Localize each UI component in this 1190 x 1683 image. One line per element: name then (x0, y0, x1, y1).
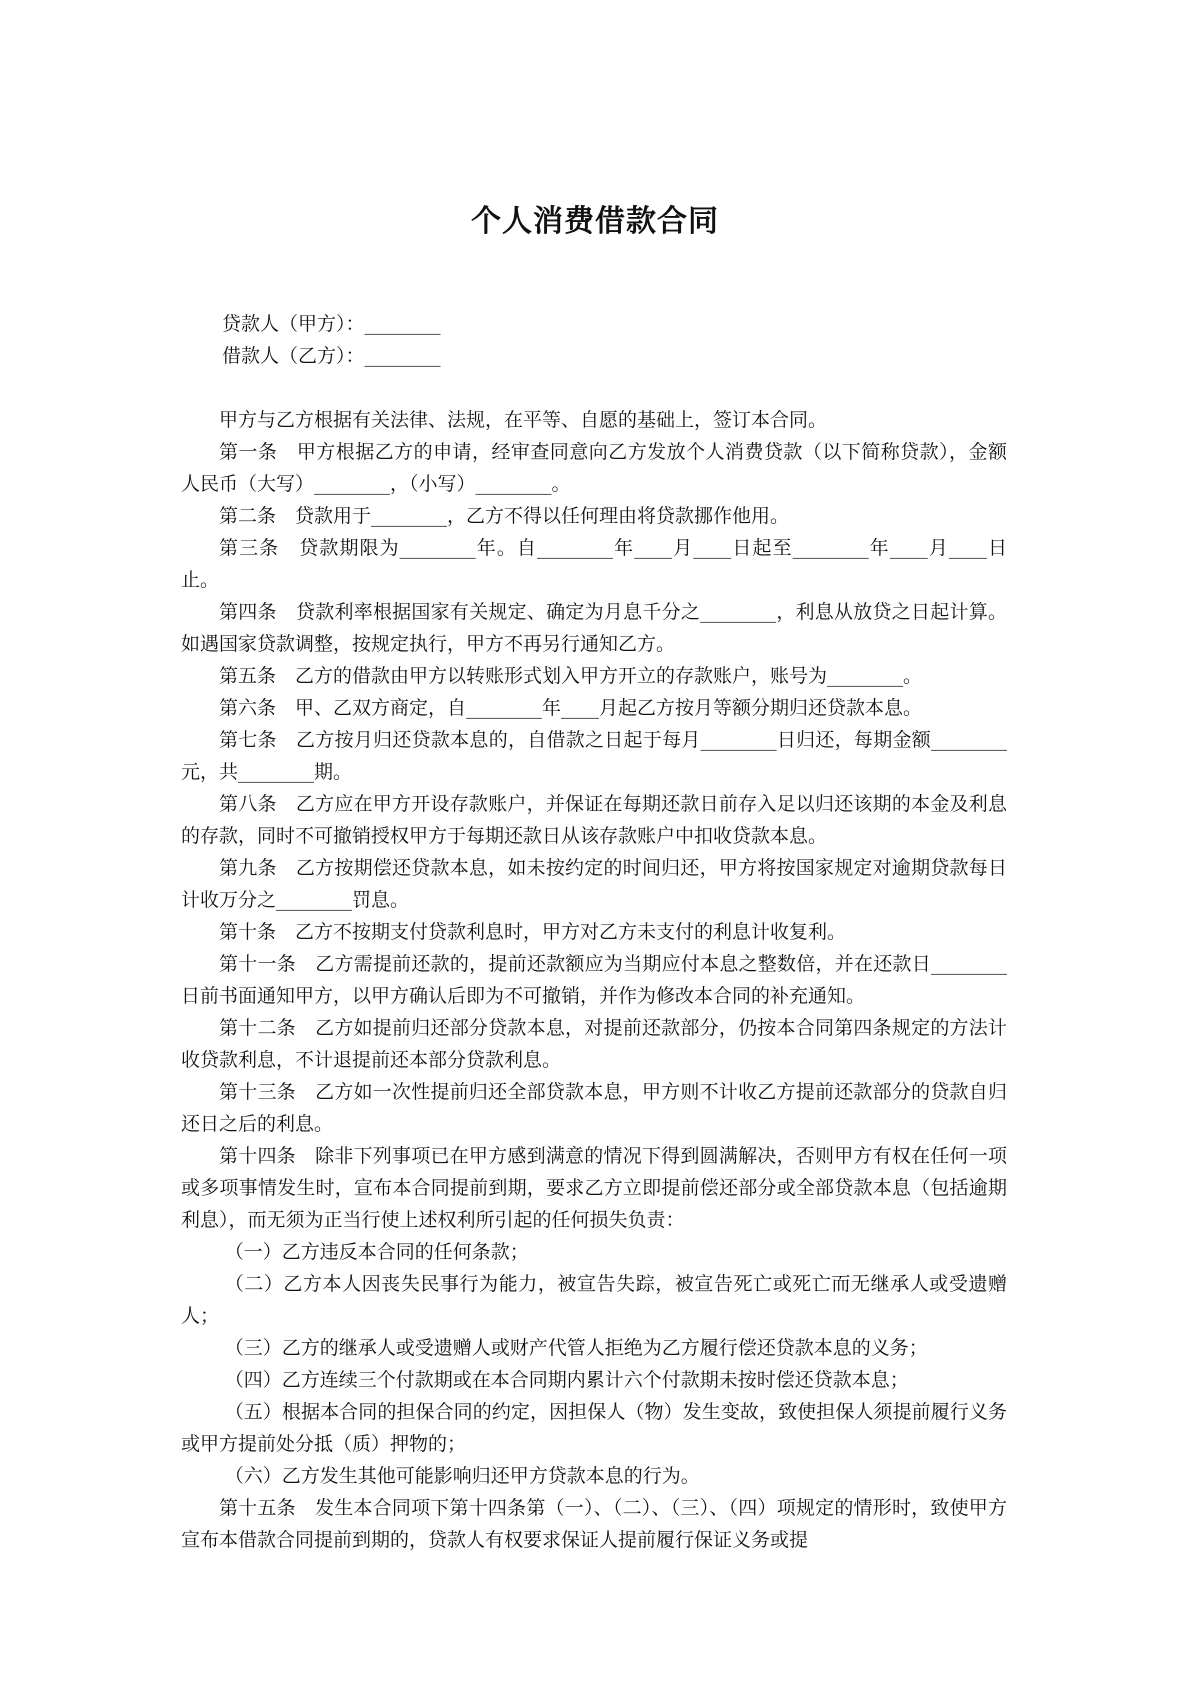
article-9: 第九条 乙方按期偿还贷款本息，如未按约定的时间归还，甲方将按国家规定对逾期贷款每日计收万分之________罚息。 (181, 857, 1007, 911)
article-14-item-2: （二）乙方本人因丧失民事行为能力，被宣告失踪，被宣告死亡或死亡而无继承人或受遗赠人； (181, 1273, 1007, 1327)
contract-body (181, 404, 1007, 1556)
article-14-item-1: （一）乙方违反本合同的任何条款； (224, 1241, 529, 1263)
preamble-paragraph: 甲方与乙方根据有关法律、法规，在平等、自愿的基础上，签订本合同。 (219, 409, 828, 431)
article-3: 第三条 贷款期限为________年。自________年____月____日起至________年____月____日止。 (181, 537, 1007, 591)
article-6: 第六条 甲、乙双方商定，自________年____月起乙方按月等额分期归还贷款本息。 (219, 697, 923, 719)
article-14-item-4: （四）乙方连续三个付款期或在本合同期内累计六个付款期未按时偿还贷款本息； (224, 1369, 909, 1391)
article-11: 第十一条 乙方需提前还款的，提前还款额应为当期应付本息之整数倍，并在还款日________日前书面通知甲方，以甲方确认后即为不可撤销，并作为修改本合同的补充通知。 (181, 953, 1007, 1007)
article-2: 第二条 贷款用于________，乙方不得以任何理由将贷款挪作他用。 (219, 505, 790, 527)
article-13: 第十三条 乙方如一次性提前归还全部贷款本息，甲方则不计收乙方提前还款部分的贷款自归还日之后的利息。 (181, 1081, 1007, 1135)
parties-block (222, 308, 441, 372)
article-1: 第一条 甲方根据乙方的申请，经审查同意向乙方发放个人消费贷款（以下简称贷款），金额人民币（大写）________，（小写）________。 (181, 441, 1007, 495)
article-14-item-6: （六）乙方发生其他可能影响归还甲方贷款本息的行为。 (224, 1465, 700, 1487)
article-5: 第五条 乙方的借款由甲方以转账形式划入甲方开立的存款账户，账号为________。 (219, 665, 923, 687)
article-10: 第十条 乙方不按期支付贷款利息时，甲方对乙方未支付的利息计收复利。 (219, 921, 847, 943)
article-14-item-3: （三）乙方的继承人或受遗赠人或财产代管人拒绝为乙方履行偿还贷款本息的义务； (224, 1337, 928, 1359)
lender-line: 贷款人（甲方）：________ (222, 313, 441, 335)
article-7: 第七条 乙方按月归还贷款本息的，自借款之日起于每月________日归还，每期金额________元，共________期。 (181, 729, 1007, 783)
article-4: 第四条 贷款利率根据国家有关规定、确定为月息千分之________，利息从放贷之日起计算。如遇国家贷款调整，按规定执行，甲方不再另行通知乙方。 (181, 601, 1007, 655)
article-14-item-5: （五）根据本合同的担保合同的约定，因担保人（物）发生变故，致使担保人须提前履行义务或甲方提前处分抵（质）押物的； (181, 1401, 1007, 1455)
document-title: 个人消费借款合同 (471, 204, 719, 239)
borrower-line: 借款人（乙方）：________ (222, 345, 441, 367)
article-12: 第十二条 乙方如提前归还部分贷款本息，对提前还款部分，仍按本合同第四条规定的方法计收贷款利息，不计退提前还本部分贷款利息。 (181, 1017, 1007, 1071)
article-15: 第十五条 发生本合同项下第十四条第（一）、（二）、（三）、（四）项规定的情形时，致使甲方宣布本借款合同提前到期的，贷款人有权要求保证人提前履行保证义务或提 (181, 1497, 1007, 1551)
article-14: 第十四条 除非下列事项已在甲方感到满意的情况下得到圆满解决，否则甲方有权在任何一项或多项事情发生时，宣布本合同提前到期，要求乙方立即提前偿还部分或全部贷款本息（包括逾期利息），而无须为正当行使上述权利所引起的任何损失负责： (181, 1145, 1007, 1231)
article-8: 第八条 乙方应在甲方开设存款账户，并保证在每期还款日前存入足以归还该期的本金及利息的存款，同时不可撤销授权甲方于每期还款日从该存款账户中扣收贷款本息。 (181, 793, 1007, 847)
